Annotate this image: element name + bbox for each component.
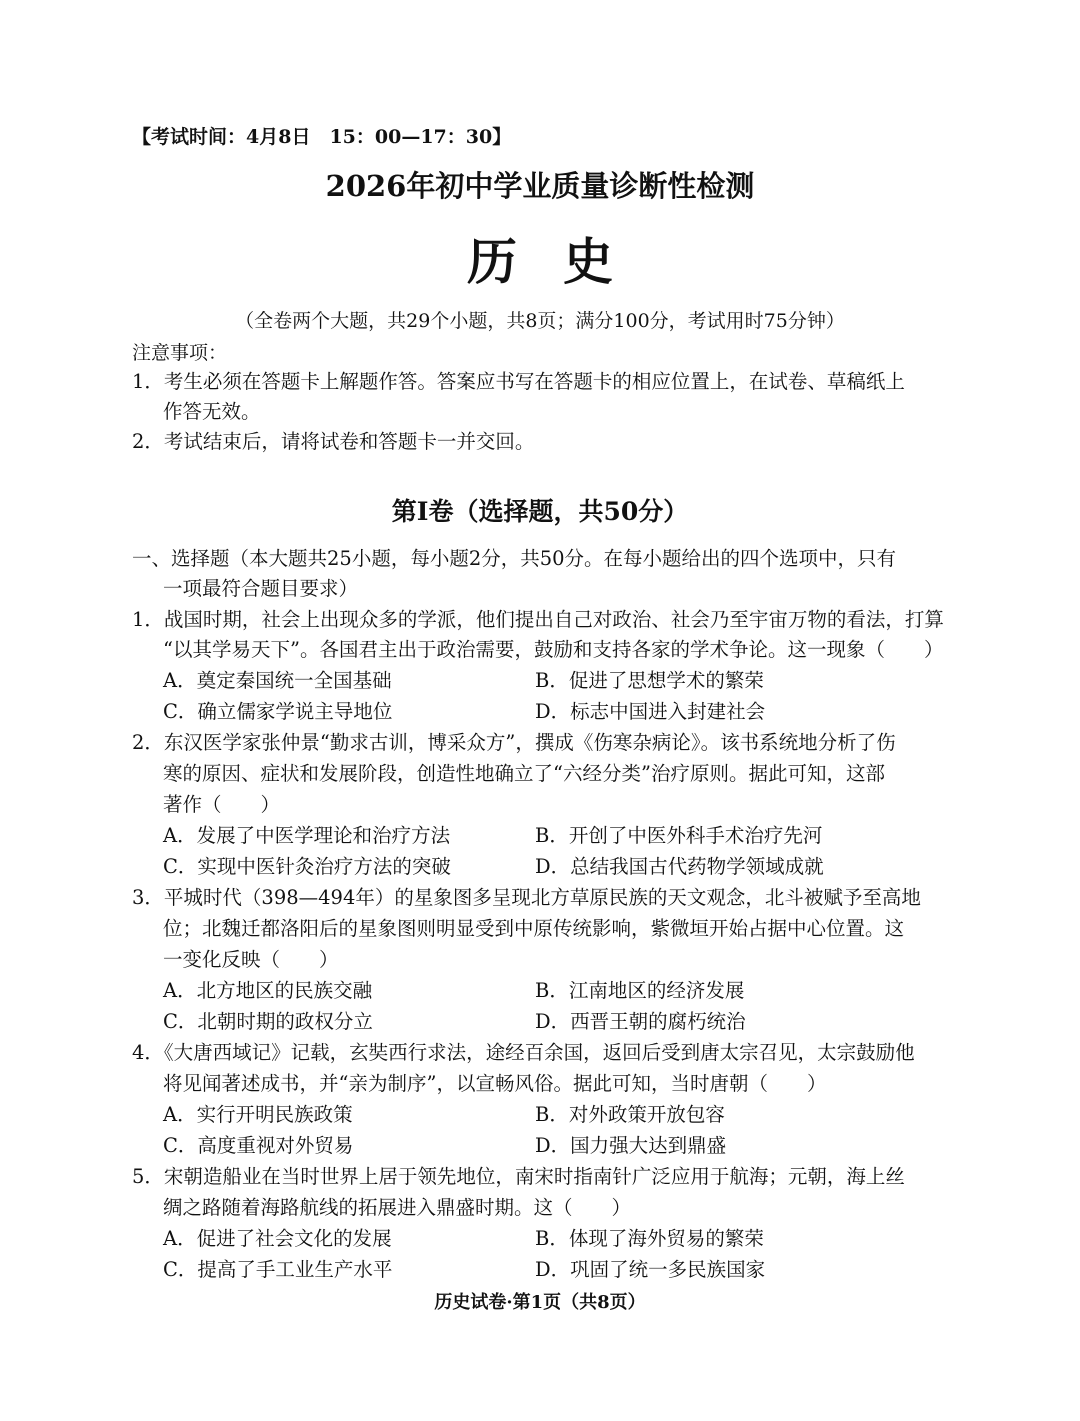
part-one-heading: 一、选择题（本大题共25小题，每小题2分，共50分。在每小题给出的四个选项中，只有 [132, 547, 897, 570]
option-b: B．开创了中医外科手术治疗先河 [535, 824, 823, 847]
exam-title: 2026年初中学业质量诊断性检测 [325, 169, 755, 203]
option-a: A．北方地区的民族交融 [163, 979, 373, 1002]
option-b: B．江南地区的经济发展 [535, 979, 745, 1002]
question-stem-line: “以其学易天下”。各国君主出于政治需要，鼓励和支持各家的学术争论。这一现象（ ） [163, 638, 944, 661]
option-b: B．促进了思想学术的繁荣 [535, 669, 764, 692]
notice-heading: 注意事项： [132, 342, 228, 364]
question-stem-line: 将见闻著述成书，并“亲为制序”，以宣畅风俗。据此可知，当时唐朝（ ） [163, 1072, 827, 1095]
option-c: C．提高了手工业生产水平 [163, 1258, 393, 1281]
option-d: D．总结我国古代药物学领域成就 [535, 855, 824, 878]
option-c: C．高度重视对外贸易 [163, 1134, 354, 1157]
question-stem-line: 寒的原因、症状和发展阶段，创造性地确立了“六经分类”治疗原则。据此可知，这部 [163, 762, 885, 785]
exam-time: 【考试时间：4月8日 15：00—17：30】 [132, 126, 512, 148]
option-a: A．发展了中医学理论和治疗方法 [163, 824, 451, 847]
question-stem-line: 绸之路随着海路航线的拓展进入鼎盛时期。这（ ） [163, 1196, 632, 1219]
option-c: C．实现中医针灸治疗方法的突破 [163, 855, 451, 878]
notice-item-1: 1．考生必须在答题卡上解题作答。答案应书写在答题卡的相应位置上，在试卷、草稿纸上 [132, 370, 905, 393]
option-b: B．体现了海外贸易的繁荣 [535, 1227, 764, 1250]
option-b: B．对外政策开放包容 [535, 1103, 725, 1126]
notice-item-1-cont: 作答无效。 [163, 400, 261, 423]
question-stem-line: 位；北魏迁都洛阳后的星象图则明显受到中原传统影响，紫微垣开始占据中心位置。这 [163, 917, 905, 940]
option-a: A．促进了社会文化的发展 [163, 1227, 392, 1250]
question-stem-line: 2．东汉医学家张仲景“勤求古训，博采众方”，撰成《伤寒杂病论》。该书系统地分析了伤 [132, 731, 896, 754]
question-stem-line: 5．宋朝造船业在当时世界上居于领先地位，南宋时指南针广泛应用于航海；元朝，海上丝 [132, 1165, 905, 1188]
option-a: A．实行开明民族政策 [163, 1103, 353, 1126]
option-c: C．确立儒家学说主导地位 [163, 700, 393, 723]
option-c: C．北朝时期的政权分立 [163, 1010, 373, 1033]
question-stem-line: 3．平城时代（398—494年）的星象图多呈现北方草原民族的天文观念，北斗被赋予至高地 [132, 886, 921, 909]
subject-heading: 历史 [467, 232, 659, 291]
question-stem-line: 一变化反映（ ） [163, 948, 339, 971]
option-a: A．奠定秦国统一全国基础 [163, 669, 392, 692]
option-d: D．西晋王朝的腐朽统治 [535, 1010, 746, 1033]
exam-info: （全卷两个大题，共29个小题，共8页；满分100分，考试用时75分钟） [235, 310, 845, 332]
option-d: D．标志中国进入封建社会 [535, 700, 766, 723]
option-d: D．国力强大达到鼎盛 [535, 1134, 727, 1157]
question-stem-line: 1．战国时期，社会上出现众多的学派，他们提出自己对政治、社会乃至宇宙万物的看法，打算 [132, 608, 944, 631]
section-title: 第Ⅰ卷（选择题，共50分） [391, 497, 689, 526]
question-stem-line: 著作（ ） [163, 793, 281, 816]
part-one-heading-cont: 一项最符合题目要求） [163, 577, 359, 600]
notice-item-2: 2．考试结束后，请将试卷和答题卡一并交回。 [132, 430, 535, 453]
option-d: D．巩固了统一多民族国家 [535, 1258, 766, 1281]
question-stem-line: 4．《大唐西域记》记载，玄奘西行求法，途经百余国，返回后受到唐太宗召见，太宗鼓励他 [132, 1041, 915, 1064]
page-footer: 历史试卷·第1页（共8页） [434, 1292, 646, 1313]
